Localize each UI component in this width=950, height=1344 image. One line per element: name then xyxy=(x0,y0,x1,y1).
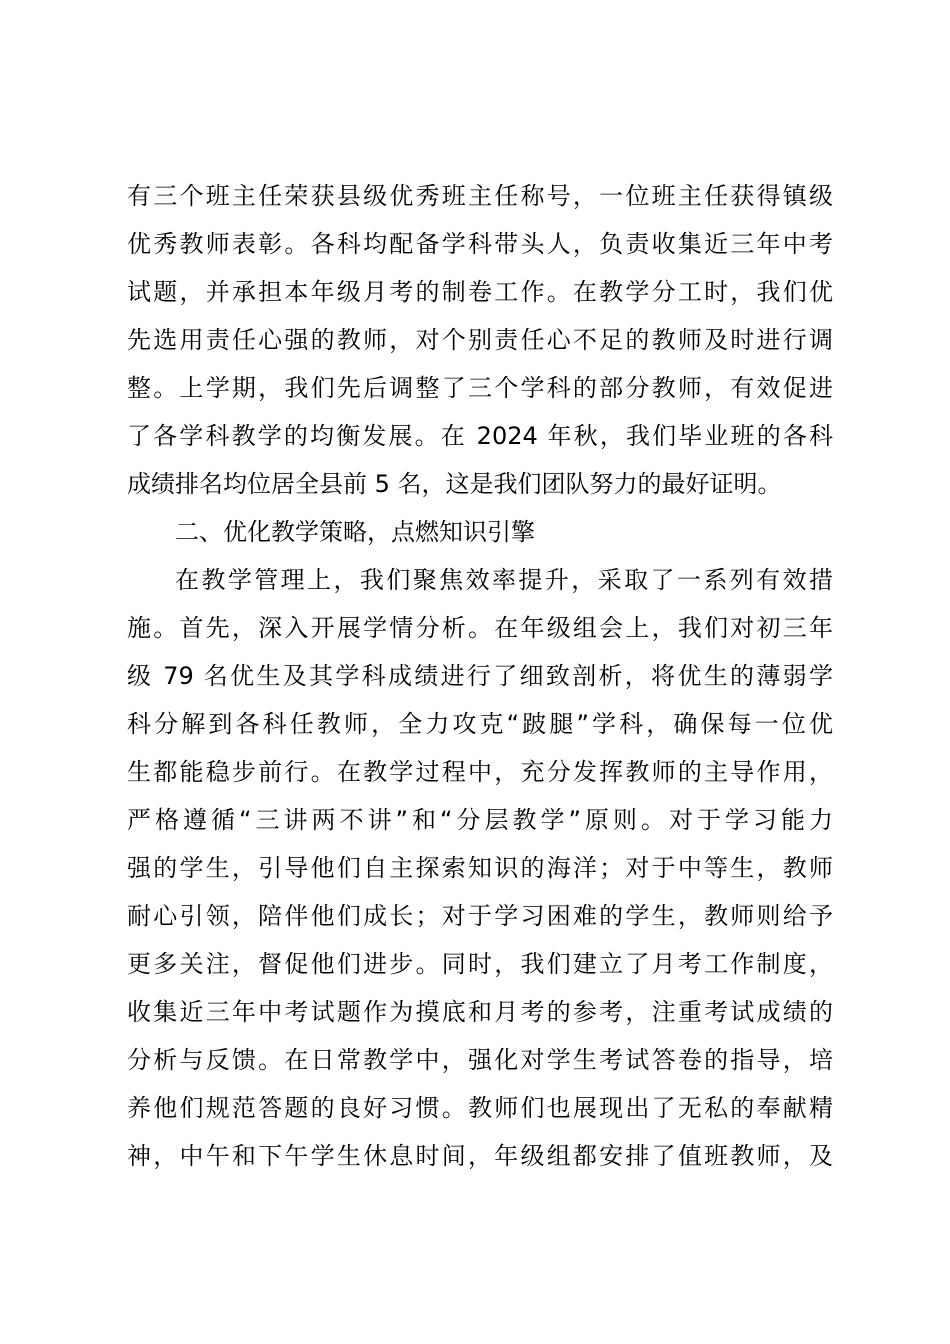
text-line: 先选用责任心强的教师，对个别责任心不足的教师及时进行调 xyxy=(127,326,833,354)
section-heading: 二、优化教学策略，点燃知识引擎 xyxy=(175,518,535,546)
text-line: 试题，并承担本年级月考的制卷工作。在教学分工时，我们优 xyxy=(127,278,833,306)
text-line: 养他们规范答题的良好习惯。教师们也展现出了无私的奉献精 xyxy=(127,1094,833,1122)
text-line: 神，中午和下午学生休息时间，年级组都安排了值班教师，及 xyxy=(127,1142,833,1170)
text-line: 强的学生，引导他们自主探索知识的海洋；对于中等生，教师 xyxy=(127,854,833,882)
text-line: 在教学管理上，我们聚焦效率提升，采取了一系列有效措 xyxy=(175,566,833,594)
text-line: 严格遵循“三讲两不讲”和“分层教学”原则。对于学习能力 xyxy=(127,806,833,834)
text-line: 施。首先，深入开展学情分析。在年级组会上，我们对初三年 xyxy=(127,614,833,642)
text-line: 整。上学期，我们先后调整了三个学科的部分教师，有效促进 xyxy=(127,374,833,402)
text-line: 分析与反馈。在日常教学中，强化对学生考试答卷的指导，培 xyxy=(127,1046,833,1074)
text-line: 了各学科教学的均衡发展。在 2024 年秋，我们毕业班的各科 xyxy=(127,422,833,450)
text-line: 成绩排名均位居全县前 5 名，这是我们团队努力的最好证明。 xyxy=(127,470,782,498)
text-line: 有三个班主任荣获县级优秀班主任称号，一位班主任获得镇级 xyxy=(127,182,833,210)
text-line: 更多关注，督促他们进步。同时，我们建立了月考工作制度， xyxy=(127,950,833,978)
text-line: 生都能稳步前行。在教学过程中，充分发挥教师的主导作用， xyxy=(127,758,833,786)
document-body xyxy=(127,172,833,1180)
text-line: 科分解到各科任教师，全力攻克“跛腿”学科，确保每一位优 xyxy=(127,710,833,738)
text-line: 收集近三年中考试题作为摸底和月考的参考，注重考试成绩的 xyxy=(127,998,833,1026)
text-line: 耐心引领，陪伴他们成长；对于学习困难的学生，教师则给予 xyxy=(127,902,833,930)
text-line: 级 79 名优生及其学科成绩进行了细致剖析，将优生的薄弱学 xyxy=(127,662,833,690)
paragraph-1 xyxy=(127,172,833,508)
paragraph-2 xyxy=(127,556,833,1180)
text-line: 优秀教师表彰。各科均配备学科带头人，负责收集近三年中考 xyxy=(127,230,833,258)
